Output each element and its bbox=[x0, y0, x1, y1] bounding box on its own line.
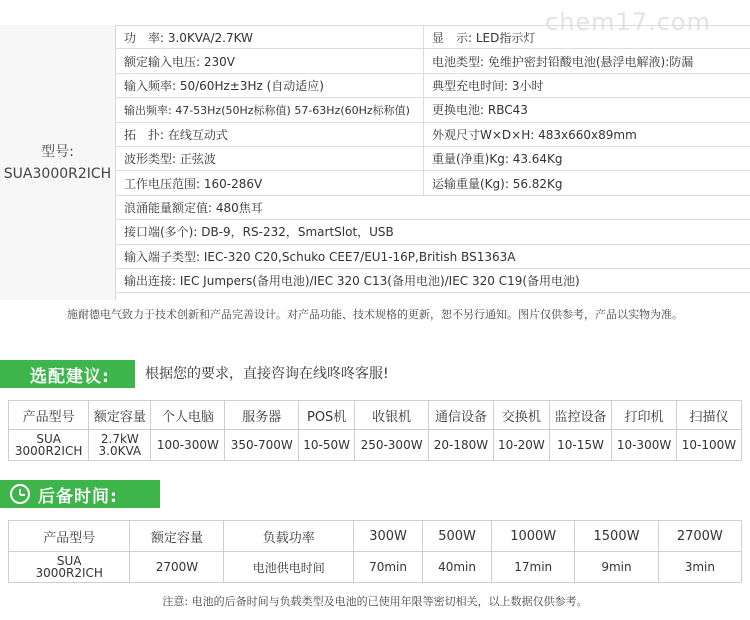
spec-cell: 电池类型: 免维护密封铅酸电池(悬浮电解液):防漏 bbox=[432, 54, 694, 69]
header-cell: 扫描仪 bbox=[676, 401, 741, 430]
model-cell bbox=[9, 552, 130, 583]
table-row bbox=[9, 430, 742, 461]
value-cell: 20-180W bbox=[429, 430, 494, 461]
spec-cell: 输入端子类型: IEC-320 C20,Schuko CEE7/EU1-16P,British BS1363A bbox=[124, 249, 516, 264]
spec-row bbox=[116, 74, 750, 98]
clock-icon bbox=[10, 484, 30, 504]
value-cell: 100-300W bbox=[151, 430, 225, 461]
capacity-line: 2.7kW bbox=[100, 431, 139, 446]
model-value: SUA3000R2ICH bbox=[3, 165, 112, 182]
time-cell: 3min bbox=[658, 552, 741, 583]
model-label: 型号: bbox=[41, 143, 74, 160]
model-cell bbox=[9, 430, 89, 461]
spec-rows bbox=[116, 25, 750, 293]
spec-cell: 典型充电时间: 3小时 bbox=[432, 78, 544, 93]
spec-row bbox=[116, 245, 750, 269]
spec-row bbox=[116, 196, 750, 220]
header-cell: 1000W bbox=[492, 521, 575, 552]
header-cell: 打印机 bbox=[612, 401, 677, 430]
value-cell: 10-300W bbox=[612, 430, 677, 461]
spec-row bbox=[116, 171, 750, 195]
header-cell: 500W bbox=[423, 521, 492, 552]
spec-row bbox=[116, 147, 750, 171]
spec-cell: 更换电池: RBC43 bbox=[432, 103, 528, 118]
value-cell: 10-15W bbox=[549, 430, 611, 461]
header-cell: 产品型号 bbox=[9, 401, 89, 430]
value-cell: 350-700W bbox=[225, 430, 299, 461]
spec-cell: 接口端(多个): DB-9，RS-232，SmartSlot，USB bbox=[124, 225, 394, 240]
spec-cell: 输出连接: IEC Jumpers(备用电池)/IEC 320 C13(备用电池)/IEC 320 C19(备用电池) bbox=[124, 274, 580, 289]
backup-table bbox=[8, 520, 742, 583]
time-cell: 17min bbox=[492, 552, 575, 583]
spec-row bbox=[116, 25, 750, 49]
spec-cell: 输出频率: 47-53Hz(50Hz标称值) 57-63Hz(60Hz标称值) bbox=[116, 98, 424, 121]
config-banner-label: 选配建议: bbox=[30, 366, 110, 387]
header-cell: 额定容量 bbox=[130, 521, 224, 552]
capacity-cell: 2700W bbox=[130, 552, 224, 583]
header-cell: 通信设备 bbox=[429, 401, 494, 430]
spec-cell: 浪涌能量额定值: 480焦耳 bbox=[124, 200, 263, 215]
backup-banner-label: 后备时间: bbox=[38, 486, 118, 507]
header-cell: 个人电脑 bbox=[151, 401, 225, 430]
spec-cell: 拓 扑: 在线互动式 bbox=[116, 123, 424, 146]
spec-row bbox=[116, 49, 750, 73]
header-cell: 收银机 bbox=[355, 401, 429, 430]
header-cell: 监控设备 bbox=[549, 401, 611, 430]
spec-cell: 输入频率: 50/60Hz±3Hz (自动适应) bbox=[116, 74, 424, 97]
model-line: SUA bbox=[56, 553, 82, 568]
spec-cell: 波形类型: 正弦波 bbox=[116, 147, 424, 170]
spec-row bbox=[116, 98, 750, 122]
battery-notice: 注意: 电池的后备时间与负载类型及电池的已使用年限等密切相关，以上数据仅供参考。 bbox=[162, 595, 588, 608]
spec-row bbox=[116, 123, 750, 147]
model-line: SUA bbox=[36, 431, 61, 446]
header-cell: POS机 bbox=[299, 401, 355, 430]
spec-model-cell bbox=[0, 25, 116, 300]
spec-table bbox=[0, 25, 750, 300]
header-cell: 交换机 bbox=[493, 401, 549, 430]
spec-cell: 外观尺寸W×D×H: 483x660x89mm bbox=[432, 127, 637, 142]
spec-row bbox=[116, 220, 750, 244]
value-cell: 250-300W bbox=[355, 430, 429, 461]
header-cell: 额定容量 bbox=[89, 401, 151, 430]
header-cell: 1500W bbox=[575, 521, 658, 552]
header-cell: 2700W bbox=[658, 521, 741, 552]
spec-cell: 工作电压范围: 160-286V bbox=[116, 171, 424, 194]
spec-cell: 运输重量(Kg): 56.82Kg bbox=[432, 176, 563, 191]
time-cell: 40min bbox=[423, 552, 492, 583]
watermark: chem17.com bbox=[545, 8, 711, 36]
spec-cell: 功 率: 3.0KVA/2.7KW bbox=[116, 26, 424, 48]
value-cell: 10-100W bbox=[676, 430, 741, 461]
table-header-row bbox=[9, 401, 742, 430]
spec-row bbox=[116, 269, 750, 293]
header-cell: 产品型号 bbox=[9, 521, 130, 552]
capacity-cell bbox=[89, 430, 151, 461]
time-cell: 9min bbox=[575, 552, 658, 583]
capacity-line: 3.0KVA bbox=[98, 443, 142, 458]
spec-cell: 重量(净重)Kg: 43.64Kg bbox=[432, 152, 563, 167]
backup-banner bbox=[0, 480, 160, 508]
spec-cell: 显 示: LED指示灯 bbox=[432, 30, 536, 45]
model-line: 3000R2ICH bbox=[14, 443, 83, 458]
config-banner bbox=[0, 360, 135, 388]
table-header-row bbox=[9, 521, 742, 552]
time-cell: 70min bbox=[354, 552, 423, 583]
table-row bbox=[9, 552, 742, 583]
spec-cell: 额定输入电压: 230V bbox=[116, 49, 424, 72]
model-line: 3000R2ICH bbox=[35, 565, 103, 580]
disclaimer-text: 施耐德电气致力于技术创新和产品完善设计。对产品功能、技术规格的更新，恕不另行通知。图片仅供参考，产品以实物为准。 bbox=[67, 308, 683, 321]
header-cell: 300W bbox=[354, 521, 423, 552]
value-cell: 10-50W bbox=[299, 430, 355, 461]
row-label-cell: 电池供电时间 bbox=[224, 552, 354, 583]
config-table bbox=[8, 400, 742, 461]
config-subtitle: 根据您的要求，直接咨询在线咚咚客服! bbox=[145, 366, 389, 382]
value-cell: 10-20W bbox=[493, 430, 549, 461]
header-cell: 服务器 bbox=[225, 401, 299, 430]
header-cell: 负载功率 bbox=[224, 521, 354, 552]
